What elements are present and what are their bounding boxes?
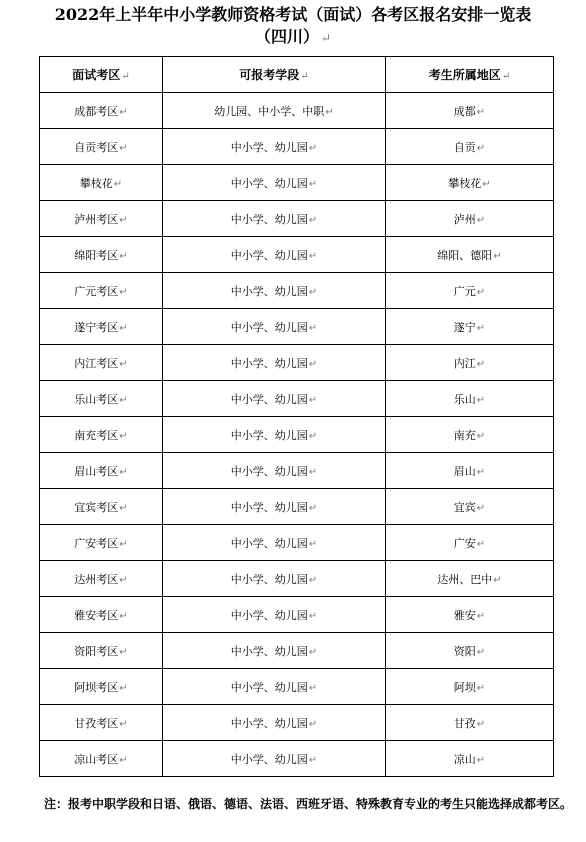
table-row bbox=[40, 453, 554, 489]
cell-exam-area bbox=[40, 381, 163, 417]
cell-exam-area bbox=[40, 669, 163, 705]
cell-mark-icon: ↵ bbox=[325, 106, 334, 118]
cell-region bbox=[386, 129, 554, 165]
cell-exam-area-text: 攀枝花 bbox=[79, 176, 113, 190]
cell-exam-area bbox=[40, 201, 163, 237]
exam-area-table bbox=[39, 56, 554, 777]
cell-mark-icon: ↵ bbox=[308, 718, 318, 730]
cell-mark-icon: ↵ bbox=[119, 214, 128, 226]
cell-stage bbox=[163, 741, 386, 777]
title-line-2 bbox=[4, 26, 582, 49]
cell-exam-area bbox=[40, 489, 163, 525]
cell-stage bbox=[163, 345, 386, 381]
cell-stage bbox=[163, 597, 386, 633]
cell-mark-icon: ↵ bbox=[493, 574, 502, 586]
cell-mark-icon: ↵ bbox=[308, 286, 318, 298]
table-row bbox=[40, 597, 554, 633]
cell-mark-icon: ↵ bbox=[308, 574, 318, 586]
cell-exam-area-text: 宜宾考区 bbox=[74, 500, 119, 514]
cell-region-text: 雅安 bbox=[453, 608, 476, 622]
header-exam-area-label: 面试考区 bbox=[72, 68, 121, 82]
cell-mark-icon: ↵ bbox=[493, 250, 502, 262]
cell-stage-text: 中小学、幼儿园 bbox=[230, 500, 308, 514]
cell-region-text: 泸州 bbox=[453, 212, 476, 226]
cell-mark-icon: ↵ bbox=[476, 142, 486, 154]
cell-mark-icon: ↵ bbox=[119, 754, 128, 766]
table-row bbox=[40, 633, 554, 669]
cell-exam-area-text: 广元考区 bbox=[74, 284, 119, 298]
cell-mark-icon: ↵ bbox=[476, 214, 486, 226]
cell-stage-text: 中小学、幼儿园 bbox=[230, 644, 308, 658]
cell-exam-area bbox=[40, 237, 163, 273]
table-row bbox=[40, 201, 554, 237]
cell-region-text: 南充 bbox=[453, 428, 476, 442]
cell-region bbox=[386, 417, 554, 453]
cell-exam-area-text: 凉山考区 bbox=[74, 752, 119, 766]
cell-mark-icon: ↵ bbox=[119, 502, 128, 514]
cell-mark-icon: ↵ bbox=[476, 682, 486, 694]
header-stage bbox=[163, 57, 386, 93]
cell-region bbox=[386, 453, 554, 489]
table-row bbox=[40, 93, 554, 129]
cell-mark-icon: ↵ bbox=[476, 106, 486, 118]
document-title bbox=[4, 4, 582, 49]
header-exam-area bbox=[40, 57, 163, 93]
cell-stage bbox=[163, 453, 386, 489]
header-stage-label: 可报考学段 bbox=[239, 68, 300, 82]
cell-exam-area bbox=[40, 129, 163, 165]
cell-mark-icon: ↵ bbox=[476, 610, 486, 622]
cell-mark-icon: ↵ bbox=[119, 322, 128, 334]
cell-stage-text: 中小学、幼儿园 bbox=[230, 392, 308, 406]
cell-stage-text: 中小学、幼儿园 bbox=[230, 464, 308, 478]
cell-mark-icon: ↵ bbox=[476, 322, 486, 334]
cell-exam-area bbox=[40, 741, 163, 777]
cell-exam-area bbox=[40, 93, 163, 129]
cell-mark-icon: ↵ bbox=[308, 502, 318, 514]
cell-mark-icon: ↵ bbox=[308, 610, 318, 622]
cell-stage-text: 中小学、幼儿园 bbox=[230, 212, 308, 226]
title-text-1: 2022年上半年中小学教师资格考试（面试）各考区报名安排一览表 bbox=[54, 5, 532, 24]
table-row bbox=[40, 669, 554, 705]
cell-stage-text: 中小学、幼儿园 bbox=[230, 248, 308, 262]
cell-mark-icon: ↵ bbox=[476, 466, 486, 478]
cell-stage-text: 中小学、幼儿园 bbox=[230, 608, 308, 622]
cell-stage bbox=[163, 705, 386, 741]
cell-exam-area bbox=[40, 417, 163, 453]
cell-exam-area bbox=[40, 597, 163, 633]
cell-mark-icon: ↵ bbox=[308, 214, 318, 226]
header-region bbox=[386, 57, 554, 93]
cell-stage-text: 中小学、幼儿园 bbox=[230, 752, 308, 766]
cell-mark-icon: ↵ bbox=[119, 718, 128, 730]
cell-stage bbox=[163, 165, 386, 201]
cell-mark-icon: ↵ bbox=[113, 178, 123, 190]
cell-exam-area-text: 内江考区 bbox=[74, 356, 119, 370]
table-row bbox=[40, 237, 554, 273]
cell-mark-icon: ↵ bbox=[476, 430, 486, 442]
cell-mark-icon: ↵ bbox=[119, 394, 128, 406]
cell-mark-icon: ↵ bbox=[119, 358, 128, 370]
cell-region-text: 遂宁 bbox=[453, 320, 476, 334]
cell-region bbox=[386, 201, 554, 237]
cell-mark-icon: ↵ bbox=[119, 682, 128, 694]
cell-region bbox=[386, 345, 554, 381]
cell-exam-area-text: 达州考区 bbox=[74, 572, 119, 586]
cell-exam-area bbox=[40, 705, 163, 741]
cell-mark-icon: ↵ bbox=[482, 178, 491, 190]
cell-mark-icon: ↵ bbox=[476, 754, 486, 766]
cell-exam-area-text: 绵阳考区 bbox=[74, 248, 119, 262]
cell-mark-icon: ↵ bbox=[476, 538, 486, 550]
cell-stage bbox=[163, 525, 386, 561]
cell-exam-area-text: 甘孜考区 bbox=[74, 716, 119, 730]
cell-exam-area-text: 成都考区 bbox=[74, 104, 119, 118]
cell-mark-icon: ↵ bbox=[476, 358, 486, 370]
cell-exam-area-text: 资阳考区 bbox=[74, 644, 119, 658]
cell-mark-icon: ↵ bbox=[308, 322, 318, 334]
table-body bbox=[40, 93, 554, 777]
table-row bbox=[40, 165, 554, 201]
table-row bbox=[40, 525, 554, 561]
cell-mark-icon: ↵ bbox=[308, 178, 318, 190]
cell-stage-text: 中小学、幼儿园 bbox=[230, 428, 308, 442]
cell-stage bbox=[163, 417, 386, 453]
cell-mark-icon: ↵ bbox=[308, 646, 318, 658]
cell-region-text: 宜宾 bbox=[453, 500, 476, 514]
cell-mark-icon: ↵ bbox=[119, 286, 128, 298]
cell-stage bbox=[163, 633, 386, 669]
cell-stage-text: 中小学、幼儿园 bbox=[230, 716, 308, 730]
cell-mark-icon: ↵ bbox=[300, 71, 309, 82]
cell-stage-text: 中小学、幼儿园 bbox=[230, 356, 308, 370]
cell-exam-area-text: 乐山考区 bbox=[74, 392, 119, 406]
cell-stage-text: 幼儿园、中小学、中职 bbox=[214, 104, 325, 118]
cell-mark-icon: ↵ bbox=[119, 538, 128, 550]
cell-exam-area bbox=[40, 273, 163, 309]
cell-exam-area-text: 阿坝考区 bbox=[74, 680, 119, 694]
cell-stage bbox=[163, 201, 386, 237]
cell-region bbox=[386, 237, 554, 273]
cell-region bbox=[386, 489, 554, 525]
table-row bbox=[40, 489, 554, 525]
cell-stage bbox=[163, 489, 386, 525]
cell-mark-icon: ↵ bbox=[476, 502, 486, 514]
cell-mark-icon: ↵ bbox=[119, 466, 128, 478]
cell-stage bbox=[163, 93, 386, 129]
cell-exam-area bbox=[40, 525, 163, 561]
title-line-1 bbox=[4, 4, 582, 26]
table-row bbox=[40, 561, 554, 597]
cell-region-text: 凉山 bbox=[453, 752, 476, 766]
cell-mark-icon: ↵ bbox=[121, 71, 130, 82]
paragraph-mark-icon: ↵ bbox=[320, 31, 332, 45]
table-row bbox=[40, 309, 554, 345]
cell-region-text: 达州、巴中 bbox=[437, 572, 493, 586]
cell-region-text: 内江 bbox=[453, 356, 476, 370]
cell-region-text: 绵阳、德阳 bbox=[437, 248, 493, 262]
cell-exam-area-text: 南充考区 bbox=[74, 428, 119, 442]
cell-mark-icon: ↵ bbox=[119, 610, 128, 622]
cell-stage bbox=[163, 561, 386, 597]
cell-region bbox=[386, 633, 554, 669]
cell-exam-area bbox=[40, 561, 163, 597]
cell-mark-icon: ↵ bbox=[308, 430, 318, 442]
table-row bbox=[40, 381, 554, 417]
cell-stage bbox=[163, 381, 386, 417]
cell-mark-icon: ↵ bbox=[476, 646, 486, 658]
table-row bbox=[40, 705, 554, 741]
cell-stage-text: 中小学、幼儿园 bbox=[230, 140, 308, 154]
cell-region bbox=[386, 381, 554, 417]
cell-region bbox=[386, 669, 554, 705]
cell-mark-icon: ↵ bbox=[119, 646, 128, 658]
cell-exam-area bbox=[40, 165, 163, 201]
cell-stage bbox=[163, 309, 386, 345]
cell-mark-icon: ↵ bbox=[476, 718, 486, 730]
cell-mark-icon: ↵ bbox=[308, 142, 318, 154]
cell-mark-icon: ↵ bbox=[476, 394, 486, 406]
cell-stage-text: 中小学、幼儿园 bbox=[230, 176, 308, 190]
footnote-text: 注：报考中职学段和日语、俄语、德语、法语、西班牙语、特殊教育专业的考生只能选择成都考区。 bbox=[44, 797, 573, 811]
cell-stage-text: 中小学、幼儿园 bbox=[230, 536, 308, 550]
cell-exam-area bbox=[40, 633, 163, 669]
cell-region bbox=[386, 309, 554, 345]
cell-mark-icon: ↵ bbox=[308, 682, 318, 694]
cell-stage bbox=[163, 237, 386, 273]
table-row bbox=[40, 129, 554, 165]
cell-region-text: 阿坝 bbox=[453, 680, 476, 694]
cell-mark-icon: ↵ bbox=[308, 250, 318, 262]
table-header-row bbox=[40, 57, 554, 93]
cell-region-text: 攀枝花 bbox=[448, 176, 482, 190]
cell-stage bbox=[163, 273, 386, 309]
cell-stage-text: 中小学、幼儿园 bbox=[230, 572, 308, 586]
cell-exam-area bbox=[40, 453, 163, 489]
cell-region bbox=[386, 597, 554, 633]
cell-region bbox=[386, 525, 554, 561]
cell-mark-icon: ↵ bbox=[119, 250, 128, 262]
cell-region-text: 资阳 bbox=[453, 644, 476, 658]
cell-mark-icon: ↵ bbox=[308, 538, 318, 550]
cell-region bbox=[386, 561, 554, 597]
cell-exam-area bbox=[40, 309, 163, 345]
table-row bbox=[40, 741, 554, 777]
cell-mark-icon: ↵ bbox=[308, 466, 318, 478]
cell-region-text: 自贡 bbox=[453, 140, 476, 154]
cell-stage bbox=[163, 669, 386, 705]
cell-region-text: 甘孜 bbox=[453, 716, 476, 730]
cell-region-text: 眉山 bbox=[453, 464, 476, 478]
cell-mark-icon: ↵ bbox=[119, 142, 128, 154]
cell-region-text: 成都 bbox=[453, 104, 476, 118]
cell-exam-area-text: 遂宁考区 bbox=[74, 320, 119, 334]
title-text-2: （四川） bbox=[254, 27, 319, 46]
cell-stage-text: 中小学、幼儿园 bbox=[230, 284, 308, 298]
cell-mark-icon: ↵ bbox=[308, 358, 318, 370]
cell-mark-icon: ↵ bbox=[119, 430, 128, 442]
cell-exam-area-text: 自贡考区 bbox=[74, 140, 119, 154]
cell-region-text: 乐山 bbox=[453, 392, 476, 406]
table-row bbox=[40, 345, 554, 381]
cell-region bbox=[386, 705, 554, 741]
cell-region-text: 广安 bbox=[453, 536, 476, 550]
cell-mark-icon: ↵ bbox=[476, 286, 486, 298]
cell-exam-area-text: 雅安考区 bbox=[74, 608, 119, 622]
cell-region bbox=[386, 273, 554, 309]
cell-stage-text: 中小学、幼儿园 bbox=[230, 320, 308, 334]
cell-region bbox=[386, 93, 554, 129]
cell-exam-area-text: 泸州考区 bbox=[74, 212, 119, 226]
cell-mark-icon: ↵ bbox=[308, 394, 318, 406]
cell-mark-icon: ↵ bbox=[501, 71, 511, 82]
cell-mark-icon: ↵ bbox=[308, 754, 318, 766]
cell-stage bbox=[163, 129, 386, 165]
cell-mark-icon: ↵ bbox=[119, 106, 128, 118]
footnote bbox=[14, 792, 578, 817]
cell-mark-icon: ↵ bbox=[119, 574, 128, 586]
cell-exam-area-text: 眉山考区 bbox=[74, 464, 119, 478]
cell-stage-text: 中小学、幼儿园 bbox=[230, 680, 308, 694]
cell-exam-area bbox=[40, 345, 163, 381]
table-row bbox=[40, 273, 554, 309]
cell-region bbox=[386, 741, 554, 777]
cell-region-text: 广元 bbox=[453, 284, 476, 298]
cell-region bbox=[386, 165, 554, 201]
table-row bbox=[40, 417, 554, 453]
header-region-label: 考生所属地区 bbox=[428, 68, 501, 82]
cell-exam-area-text: 广安考区 bbox=[74, 536, 119, 550]
